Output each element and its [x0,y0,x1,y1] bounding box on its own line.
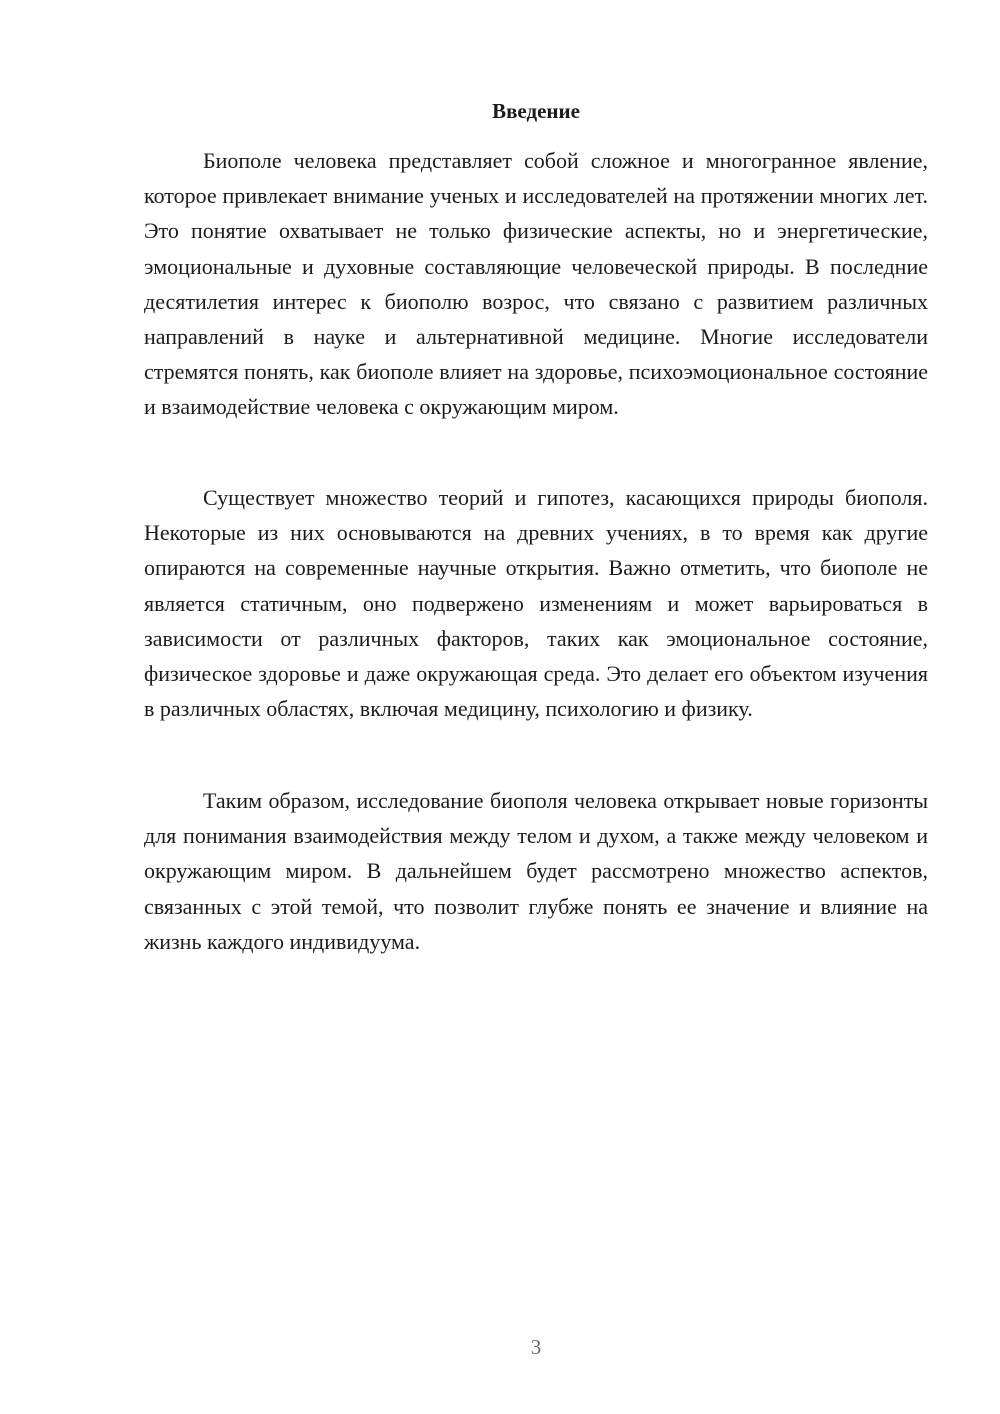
paragraph-1: Биополе человека представляет собой сложное и многогранное явление, которое привлекает внимание ученых и исследователей на протяжении многих лет. Это понятие охватывает не только физические аспекты, но и энергетические, эмоциональные и духовные составляющие человеческой природы. В последние десятилетия интерес к биополю возрос, что связано с развитием различных направлений в науке и альтернативной медицине. Многие исследователи стремятся понять, как биополе влияет на здоровье, психоэмоциональное состояние и взаимодействие человека с окружающим миром. [144,148,928,420]
section-heading: Введение [492,99,580,123]
page-number: 3 [530,1335,542,1359]
paragraph-3: Таким образом, исследование биополя человека открывает новые горизонты для понимания взаимодействия между телом и духом, а также между человеком и окружающим миром. В дальнейшем будет рассмотрено множество аспектов, связанных с этой темой, что позволит глубже понять ее значение и влияние на жизнь каждого индивидуума. [144,788,928,954]
paragraph-2: Существует множество теорий и гипотез, касающихся природы биополя. Некоторые из них основываются на древних учениях, в то время как другие опираются на современные научные открытия. Важно отметить, что биополе не является статичным, оно подвержено изменениям и может варьироваться в зависимости от различных факторов, таких как эмоциональное состояние, физическое здоровье и даже окружающая среда. Это делает его объектом изучения в различных областях, включая медицину, психологию и физику. [144,485,928,722]
